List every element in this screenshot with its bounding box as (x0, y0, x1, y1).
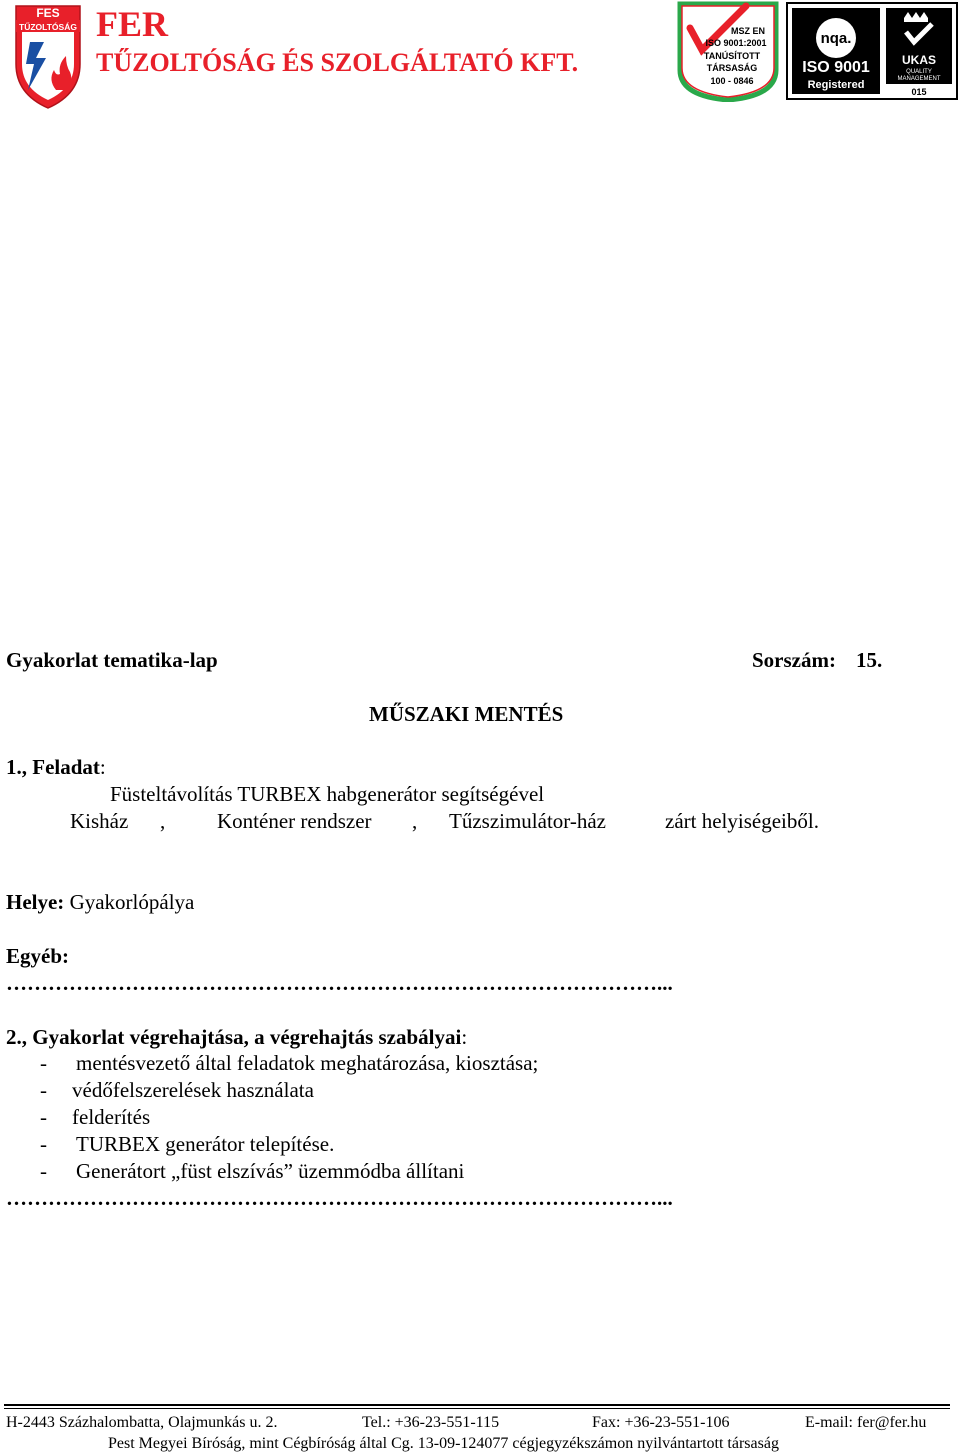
task-location-b: Konténer rendszer (217, 809, 372, 833)
serial-value: 15. (856, 648, 883, 672)
task-line-1: Füsteltávolítás TURBEX habgenerátor segítségével (110, 782, 545, 806)
msz-iso-certificate-badge (676, 0, 780, 102)
ukas-sub-1: QUALITY (906, 69, 932, 75)
ukas-sub-2: MANAGEMENT (897, 76, 941, 82)
msz-line-5: 100 - 0846 (710, 76, 754, 86)
exec-colon: : (461, 1025, 468, 1049)
task-location-c: Tűzszimulátor-ház (449, 809, 607, 833)
rule-text: mentésvezető által feladatok meghatározása, kiosztása; (76, 1051, 539, 1075)
task-colon: : (99, 755, 106, 779)
footer-tel: Tel.: +36-23-551-115 (362, 1414, 500, 1431)
task-location-a: Kisház (70, 809, 129, 833)
task-separator-1: , (160, 809, 166, 833)
task-separator-2: , (412, 809, 418, 833)
serial-label: Sorszám: (752, 648, 836, 672)
place-label: Helye: (6, 890, 65, 914)
footer-rule (4, 1404, 950, 1406)
rule-text: Generátort „füst elszívás” üzemmódba állítani (76, 1159, 465, 1183)
footer-address: H-2443 Százhalombatta, Olajmunkás u. 2. (6, 1414, 278, 1431)
ukas-text: UKAS (901, 53, 937, 67)
place-value: Gyakorlópálya (69, 890, 195, 914)
other-label: Egyéb: (6, 944, 69, 968)
msz-line-1: MSZ EN (730, 26, 766, 36)
rule-text: TURBEX generátor telepítése. (76, 1132, 335, 1156)
rule-text: felderítés (72, 1105, 151, 1129)
rule-text: védőfelszerelések használata (72, 1078, 314, 1102)
logo-band-text: TŰZOLTÓSÁG (19, 22, 77, 32)
msz-line-4: TÁRSASÁG (706, 63, 758, 73)
place-row (6, 890, 194, 914)
rule-dash: - (40, 1051, 47, 1075)
task-label: , Feladat (21, 755, 100, 779)
nqa-registered: Registered (807, 79, 865, 91)
dotted-line-2: …………………………………………………………………………………... (6, 1186, 673, 1210)
nqa-ukas-certificate-badge (786, 2, 958, 100)
rule-dash: - (40, 1078, 47, 1102)
task-number: 1. (6, 755, 22, 779)
ukas-number: 015 (911, 87, 927, 97)
exec-heading (6, 1025, 467, 1049)
rule-dash: - (40, 1132, 47, 1156)
company-subtitle: TŰZOLTÓSÁG ÉS SZOLGÁLTATÓ KFT. (96, 48, 579, 77)
logo-top-text: FES (36, 6, 60, 20)
task-heading (6, 755, 106, 779)
msz-line-2: ISO 9001:2001 (705, 38, 767, 48)
section-title: MŰSZAKI MENTÉS (369, 702, 564, 726)
msz-line-3: TANÚSÍTOTT (703, 51, 761, 61)
doc-title: Gyakorlat tematika-lap (6, 648, 218, 672)
dotted-line-1: …………………………………………………………………………………... (6, 971, 673, 995)
company-name: FER (96, 4, 168, 44)
nqa-iso: ISO 9001 (802, 59, 870, 76)
nqa-brand: nqa. (820, 30, 852, 47)
footer-email: E-mail: fer@fer.hu (805, 1414, 927, 1431)
footer-fax: Fax: +36-23-551-106 (592, 1414, 730, 1431)
rule-dash: - (40, 1105, 47, 1129)
rule-dash: - (40, 1159, 47, 1183)
exec-label: , Gyakorlat végrehajtása, a végrehajtás szabályai (21, 1025, 462, 1049)
exec-number: 2. (6, 1025, 22, 1049)
task-location-d: zárt helyiségeiből. (665, 809, 819, 833)
footer-rule-thin (4, 1408, 950, 1409)
footer-registry: Pest Megyei Bíróság, mint Cégbíróság által Cg. 13-09-124077 cégjegyzékszámon nyilvántartott társaság (108, 1435, 779, 1452)
fer-fire-brigade-logo (14, 2, 82, 110)
